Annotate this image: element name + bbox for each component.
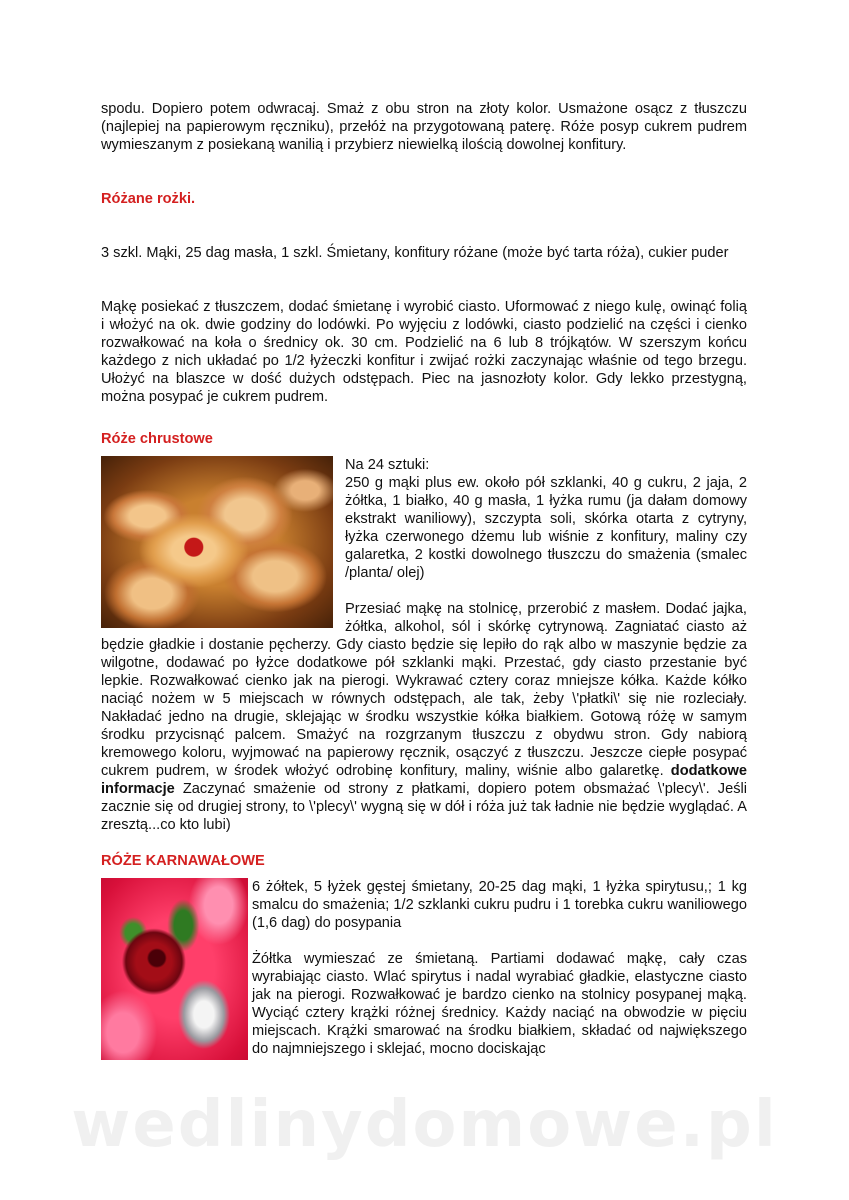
carnival-rose-photo [101, 878, 248, 1060]
recipe2-extra-info: dodatkowe informacje [101, 763, 747, 797]
intro-paragraph: spodu. Dopiero potem odwracaj. Smaż z obu stron na złoty kolor. Usmażone osącz z tłuszczu (najlepiej na papierowym ręczniku), przełóż na przygotowaną paterę. Róże posyp cukrem pudrem wymieszanym z posiekaną wanilią i przybierz niewielką ilością dowolnej konfitury. [101, 101, 747, 153]
document-page [101, 100, 747, 1062]
recipe1-title: Różane rożki. [101, 191, 196, 207]
recipe2-method-part1: Przesiać mąkę na stolnicę, przerobić z masłem. Dodać jajka, żółtka, alkohol, sól i skórkę cytrynową. Zagniatać ciasto aż będzie gładkie i dostanie pęcherzy. Gdy ciasto będzie się lepiło do rąk albo w maszynie będzie za wilgotne, dodawać po łyżce dodatkowe pół szklanki mąki. Przestać, gdy ciasto przestanie być lepkie. Rozwałkować cienko jak na pierogi. Wykrawać cztery coraz mniejsze kółka. Każde kółko naciąć nożem w 5 miejscach w równych odstępach, ale tak, żeby \'płatki\' się nie rozleciały. Nakładać jedno na drugie, sklejając w środku wszystkie kółka białkiem. Gotową różę w samym środku przycisnąć palcem. Smażyć na rozgrzanym tłuszczu z obydwu stron. Gdy nabiorą kremowego koloru, wyjmować na papierowy ręcznik, osączyć z tłuszczu. Jeszcze ciepłe posypać cukrem pudrem, w środek włożyć odrobinę konfitury, maliny, wiśnie albo galaretkę. [101, 601, 747, 779]
site-watermark: wedlinydomowe.pl [71, 1088, 778, 1162]
recipe1-ingredients: 3 szkl. Mąki, 25 dag masła, 1 szkl. Śmietany, konfitury różane (może być tarta róża), cukier puder [101, 245, 729, 261]
recipe1-method: Mąkę posiekać z tłuszczem, dodać śmietanę i wyrobić ciasto. Uformować z niego kulę, owinąć folią i włożyć na ok. dwie godziny do lodówki. Po wyjęciu z lodówki, ciasto podzielić na części i cienko rozwałkować na koła o średnicy ok. 30 cm. Podzielić na 6 lub 8 trójkątów. W szerszym końcu każdego z nich układać po 1/2 łyżeczki konfitur i zwijać rożki zaczynając właśnie od tego brzegu. Ułożyć na blaszce w dość dużych odstępach. Piec na jasnozłoty kolor. Gdy lekko przestygną, można posypać je cukrem pudrem. [101, 299, 747, 405]
recipe3-ingredients: 6 żółtek, 5 łyżek gęstej śmietany, 20-25 dag mąki, 1 łyżka spirytusu,; 1 kg smalcu do smażenia; 1/2 szklanki cukru pudru i 1 torebka cukru waniliowego (1,6 dag) do posypania [252, 879, 747, 931]
recipe3-title: RÓŻE KARNAWAŁOWE [101, 853, 265, 869]
recipe3-method: Żółtka wymieszać ze śmietaną. Partiami dodawać mąkę, cały czas wyrabiając ciasto. Wlać spirytus i nadal wyrabiać gładkie, elastyczne ciasto jak na pierogi. Rozwałkować je bardzo cienko na stolnicy posypanej mąką. Wyciąć cztery krążki różnej średnicy. Każdy naciąć na obwodzie w pięciu miejscach. Krążki smarować na środku białkiem, składać od największego do najmniejszego i sklejać, mocno dociskając [252, 951, 747, 1057]
recipe2-ingredients: 250 g mąki plus ew. około pół szklanki, 40 g cukru, 2 jaja, 2 żółtka, 1 białko, 40 g masła, 1 łyżka rumu (ja dałam domowy ekstrakt waniliowy), szczypta soli, skórka otarta z cytryny, łyżka czerwonego dżemu lub wiśnie z konfitury, maliny czy galaretka, 2 kostki dowolnego tłuszczu do smażenia (smalec /planta/ olej) [345, 475, 747, 581]
recipe2-servings: Na 24 sztuki: [345, 457, 430, 473]
recipe2-method [101, 600, 747, 834]
chrust-roses-photo [101, 456, 333, 628]
recipe2-title: Róże chrustowe [101, 431, 213, 447]
recipe2-method-part2: Zaczynać smażenie od strony z płatkami, dopiero potem obsmażać \'plecy\'. Jeśli zacznie się od drugiej strony, to \'plecy\' wygną się w dół i róża już tak ładnie nie będzie wyglądać. A zresztą...co kto lubi) [101, 781, 747, 833]
